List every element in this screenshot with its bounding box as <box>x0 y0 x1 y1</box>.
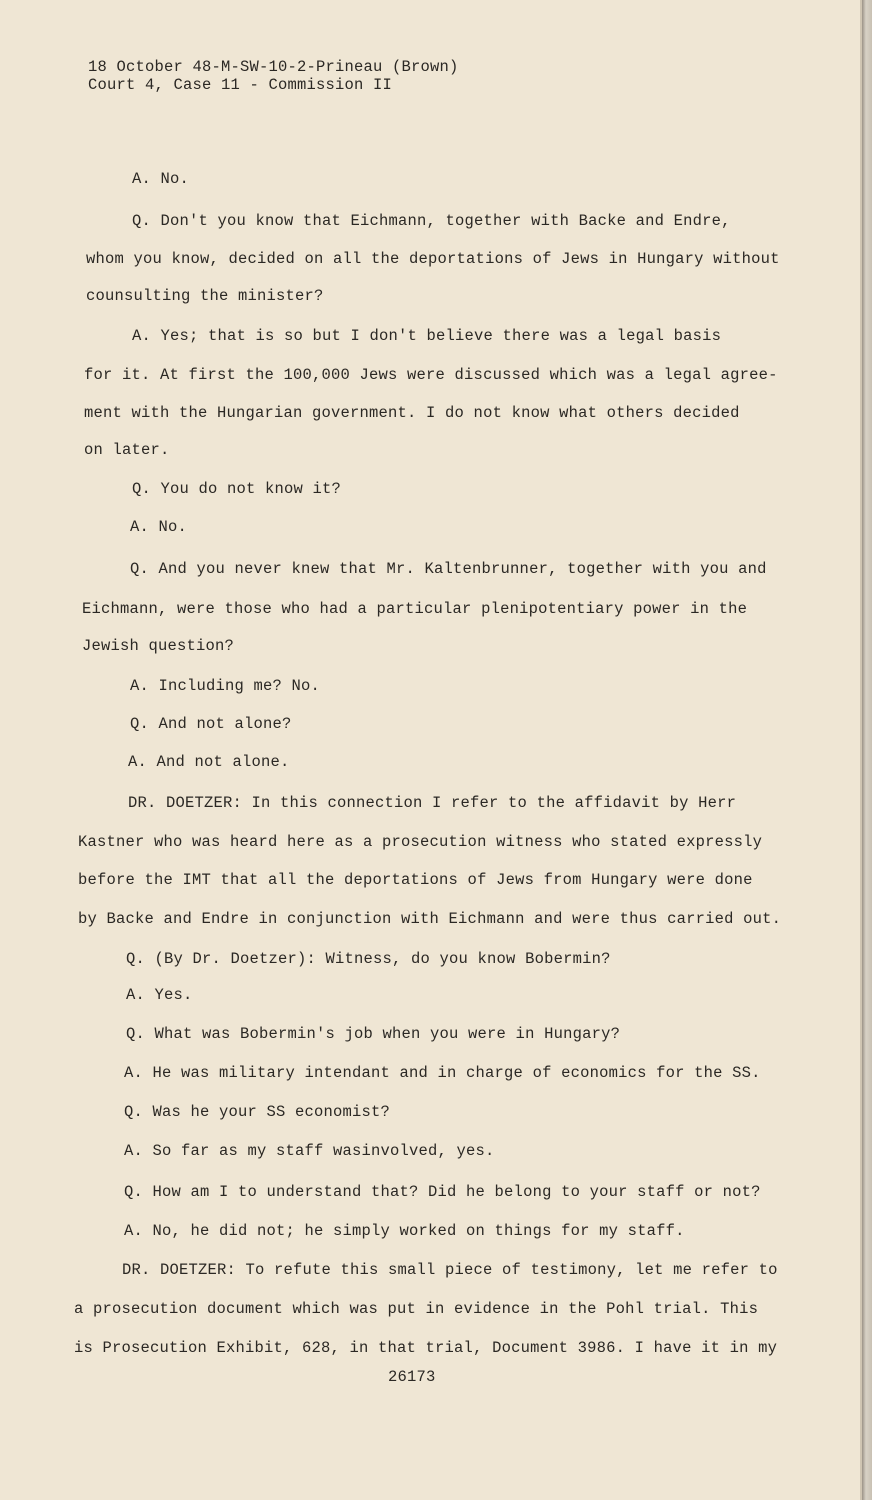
page-edge <box>862 0 872 1500</box>
transcript-line: by Backe and Endre in conjunction with Eichmann and were thus carried out. <box>78 910 782 928</box>
transcript-line: Q. And you never knew that Mr. Kaltenbrunner, together with you and <box>130 560 767 578</box>
transcript-line: ment with the Hungarian government. I do not know what others decided <box>84 404 740 422</box>
transcript-line: A. Including me? No. <box>130 677 321 695</box>
transcript-line: Q. What was Bobermin's job when you were in Hungary? <box>126 1025 621 1043</box>
transcript-line: Q. You do not know it? <box>132 480 342 498</box>
transcript-line: Q. How am I to understand that? Did he belong to your staff or not? <box>124 1183 761 1201</box>
transcript-line: before the IMT that all the deportations of Jews from Hungary were done <box>78 871 753 889</box>
transcript-line: DR. DOETZER: To refute this small piece of testimony, let me refer to <box>122 1261 778 1279</box>
transcript-line: a prosecution document which was put in evidence in the Pohl trial. This <box>74 1300 759 1318</box>
transcript-line: counsulting the minister? <box>86 287 324 305</box>
transcript-line: A. No. <box>130 518 188 536</box>
transcript-line: DR. DOETZER: In this connection I refer to the affidavit by Herr <box>128 794 737 812</box>
transcript-line: Q. Don't you know that Eichmann, together with Backe and Endre, <box>132 212 731 230</box>
transcript-line: A. And not alone. <box>128 753 290 771</box>
header-line-1: 18 October 48-M-SW-10-2-Prineau (Brown) <box>88 58 459 76</box>
header-line-2: Court 4, Case 11 - Commission II <box>88 76 393 94</box>
transcript-line: A. He was military intendant and in charge of economics for the SS. <box>124 1064 761 1082</box>
transcript-line: Jewish question? <box>82 637 235 655</box>
transcript-line: A. So far as my staff wasinvolved, yes. <box>124 1142 495 1160</box>
transcript-line: is Prosecution Exhibit, 628, in that trial, Document 3986. I have it in my <box>74 1339 778 1357</box>
transcript-line: Eichmann, were those who had a particular plenipotentiary power in the <box>82 600 748 618</box>
transcript-line: Q. Was he your SS economist? <box>124 1103 391 1121</box>
transcript-line: A. No. <box>132 170 190 188</box>
transcript-line: Kastner who was heard here as a prosecution witness who stated expressly <box>78 833 763 851</box>
transcript-line: Q. (By Dr. Doetzer): Witness, do you know Bobermin? <box>126 950 611 968</box>
transcript-line: A. Yes. <box>126 986 193 1004</box>
transcript-line: for it. At first the 100,000 Jews were discussed which was a legal agree- <box>84 366 778 384</box>
transcript-line: whom you know, decided on all the deportations of Jews in Hungary without <box>86 250 780 268</box>
transcript-line: Q. And not alone? <box>130 715 292 733</box>
page-number: 26173 <box>388 1368 436 1386</box>
transcript-line: A. Yes; that is so but I don't believe there was a legal basis <box>132 327 722 345</box>
transcript-line: A. No, he did not; he simply worked on things for my staff. <box>124 1222 685 1240</box>
transcript-line: on later. <box>84 441 170 459</box>
